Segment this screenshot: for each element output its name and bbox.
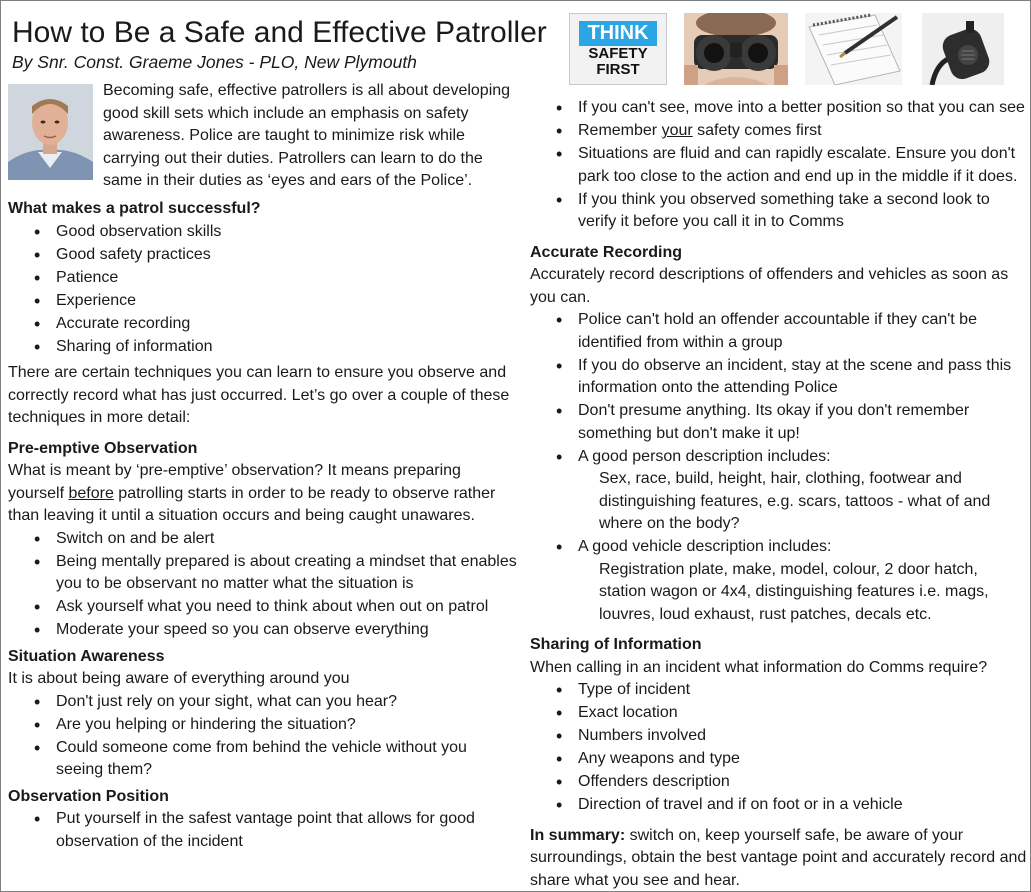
think-text: THINK bbox=[579, 21, 657, 46]
position-list-continued bbox=[530, 97, 1028, 234]
right-column bbox=[530, 97, 1028, 892]
list-item: • Ask yourself what you need to think about when out on patrol bbox=[8, 596, 518, 619]
list-item: • Any weapons and type bbox=[530, 748, 1028, 771]
list-item: • Situations are fluid and can rapidly escalate. Ensure you don't park too close to the action and end up in the middle if it does. bbox=[530, 143, 1028, 188]
recording-list bbox=[530, 309, 1028, 626]
recording-heading: Accurate Recording bbox=[530, 243, 683, 261]
radio-microphone-photo bbox=[922, 13, 1004, 85]
list-item: • Direction of travel and if on foot or in a vehicle bbox=[530, 794, 1028, 817]
preemptive-list bbox=[8, 528, 518, 642]
list-item: • Don't just rely on your sight, what can you hear? bbox=[8, 691, 518, 714]
summary-paragraph: In summary: switch on, keep yourself safe, be aware of your surroundings, obtain the best vantage point and accurately record and share what you see and hear. bbox=[530, 826, 1027, 889]
list-item: • Sharing of information bbox=[8, 336, 518, 359]
list-item: • Numbers involved bbox=[530, 725, 1028, 748]
sharing-heading: Sharing of Information bbox=[530, 636, 702, 653]
list-item: • Patience bbox=[8, 267, 518, 290]
person-description-detail: Sex, race, build, height, hair, clothing, footwear and distinguishing features, e.g. scars, tattoos - what of and where on the body? bbox=[599, 470, 991, 532]
sharing-list bbox=[530, 679, 1028, 817]
list-item: • Good safety practices bbox=[8, 244, 518, 267]
article-title: How to Be a Safe and Effective Patroller bbox=[12, 16, 547, 49]
underlined-your: your bbox=[661, 122, 693, 139]
position-heading: Observation Position bbox=[8, 787, 169, 805]
author-photo-icon bbox=[8, 84, 93, 180]
binoculars-photo bbox=[684, 13, 788, 85]
think-safety-first-sign bbox=[569, 13, 667, 85]
list-item: • A good vehicle description includes: Registration plate, make, model, colour, 2 door hatch, station wagon or 4x4, distinguishing features i.e. mags, louvres, loud exhaust, rust patches, decals etc. bbox=[530, 536, 1028, 626]
vehicle-description-detail: Registration plate, make, model, colour, 2 door hatch, station wagon or 4x4, distinguishing features i.e. mags, louvres, loud exhaust, rust patches, decals etc. bbox=[599, 560, 989, 623]
list-item: • Switch on and be alert bbox=[8, 528, 518, 551]
list-item: • Good observation skills bbox=[8, 221, 518, 244]
intro-block bbox=[8, 84, 518, 198]
author-portrait bbox=[8, 84, 93, 180]
notepad-photo bbox=[805, 13, 902, 85]
situation-heading: Situation Awareness bbox=[8, 647, 165, 665]
radio-mic-icon bbox=[922, 13, 1004, 85]
header-images bbox=[569, 13, 1009, 87]
underlined-before: before bbox=[68, 484, 114, 502]
list-item: • Accurate recording bbox=[8, 313, 518, 336]
list-item: • Exact location bbox=[530, 702, 1028, 725]
position-list bbox=[8, 808, 518, 853]
sharing-paragraph: When calling in an incident what information do Comms require? bbox=[530, 658, 988, 676]
list-item: • If you can't see, move into a better position so that you can see bbox=[530, 97, 1028, 120]
article-byline: By Snr. Const. Graeme Jones - PLO, New Plymouth bbox=[12, 52, 417, 72]
list-item: • Could someone come from behind the vehicle without you seeing them? bbox=[8, 737, 518, 782]
list-item: • Experience bbox=[8, 290, 518, 313]
list-item: • If you think you observed something take a second look to verify it before you call it in to Comms bbox=[530, 189, 1028, 234]
list-item: • Offenders description bbox=[530, 771, 1028, 794]
success-heading: What makes a patrol successful? bbox=[8, 200, 261, 217]
left-column bbox=[8, 15, 547, 854]
list-item: • Don't presume anything. Its okay if you don't remember something but don't make it up! bbox=[530, 400, 1028, 445]
list-item: • If you do observe an incident, stay at the scene and pass this information onto the attending Police bbox=[530, 355, 1028, 400]
preemptive-heading: Pre-emptive Observation bbox=[8, 439, 198, 457]
binoculars-icon bbox=[684, 13, 788, 85]
situation-paragraph: It is about being aware of everything around you bbox=[8, 670, 350, 687]
intro-paragraph: Becoming safe, effective patrollers is all about developing good skill sets which include an emphasis on safety awareness. Police are taught to minimize risk while carrying out their duties. Patrollers can learn to do the same in their duties as ‘eyes and ears of the Police’. bbox=[103, 82, 511, 189]
list-item: • Are you helping or hindering the situation? bbox=[8, 714, 518, 737]
list-item: • Moderate your speed so you can observe everything bbox=[8, 619, 518, 642]
list-item: • Being mentally prepared is about creating a mindset that enables you to be observant no matter what the situation is bbox=[8, 551, 518, 596]
summary-label: In summary: bbox=[530, 826, 626, 844]
situation-list bbox=[8, 691, 518, 782]
list-item: • A good person description includes: Sex, race, build, height, hair, clothing, footwear and distinguishing features, e.g. scars, tattoos - what of and where on the body? bbox=[530, 446, 1028, 536]
success-list bbox=[8, 221, 518, 359]
list-item: • Put yourself in the safest vantage point that allows for good observation of the incident bbox=[8, 808, 518, 853]
list-item: • Remember your safety comes first bbox=[530, 120, 1028, 143]
techniques-paragraph: There are certain techniques you can learn to ensure you observe and correctly record what has just occurred. Let’s go over a couple of these techniques in more detail: bbox=[8, 364, 510, 426]
recording-paragraph: Accurately record descriptions of offenders and vehicles as soon as you can. bbox=[530, 266, 1009, 306]
list-item: • Type of incident bbox=[530, 679, 1028, 702]
list-item: • Police can't hold an offender accountable if they can't be identified from within a group bbox=[530, 309, 1028, 354]
notepad-pen-icon bbox=[805, 13, 902, 85]
safety-first-text: SAFETY FIRST bbox=[588, 45, 648, 78]
preemptive-paragraph: What is meant by ‘pre-emptive’ observation? It means preparing yourself before patrolling starts in order to be ready to observe rather than leaving it until a situation occurs and being caught unawares. bbox=[8, 462, 496, 524]
